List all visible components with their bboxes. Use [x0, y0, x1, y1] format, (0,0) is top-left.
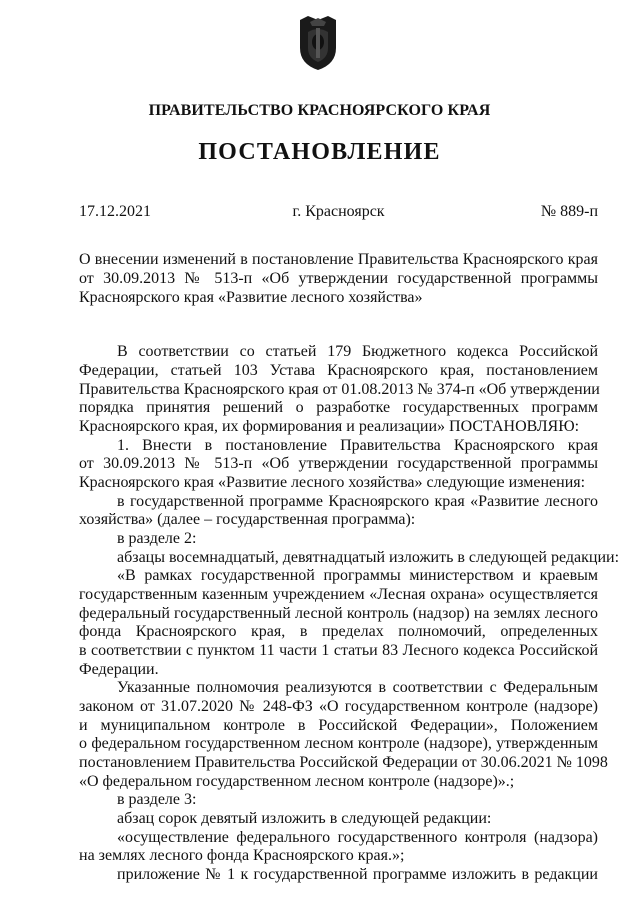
body-line: в разделе 2:	[117, 530, 197, 547]
body-line: В соответствии со статьей 179 Бюджетного кодекса Российской	[117, 343, 598, 360]
document-city: г. Красноярск	[292, 203, 385, 220]
body-line: Федерации.	[79, 661, 159, 678]
body-line: федеральный государственный лесной контроль (надзор) на землях лесного	[79, 605, 598, 622]
body-line: хозяйства» (далее – государственная программа):	[79, 511, 416, 528]
body-line: на землях лесного фонда Красноярского края.»;	[79, 847, 405, 864]
coat-of-arms-icon	[296, 14, 340, 72]
body-line: Федерации, статьей 103 Устава Красноярского края, постановлением	[79, 362, 598, 379]
body-line: порядка принятия решений о разработке государственных программ	[79, 399, 598, 416]
body-line: «О федеральном государственном лесном контроле (надзоре)».;	[79, 773, 515, 790]
body-line: «осуществление федерального государственного контроля (надзора)	[117, 829, 598, 846]
document-date: 17.12.2021	[79, 203, 151, 220]
body-line: приложение № 1 к государственной программе изложить в редакции	[117, 866, 598, 883]
body-line: «В рамках государственной программы министерством и краевым	[117, 567, 598, 584]
body-line: в соответствии с пунктом 11 части 1 статьи 83 Лесного кодекса Российской	[79, 642, 598, 659]
document-number: № 889-п	[540, 203, 598, 220]
body-line: Указанные полномочия реализуются в соответствии с Федеральным	[117, 679, 598, 696]
subject-line: от 30.09.2013 № 513-п «Об утверждении государственной программы	[79, 270, 598, 287]
body-line: 1. Внести в постановление Правительства Красноярского края	[117, 437, 598, 454]
body-line: от 30.09.2013 № 513-п «Об утверждении государственной программы	[79, 455, 598, 472]
body-line: в государственной программе Красноярского края «Развитие лесного	[117, 493, 598, 510]
subject-line: О внесении изменений в постановление Правительства Красноярского края	[79, 251, 598, 268]
body-line: в разделе 3:	[117, 791, 197, 808]
document-type-title: ПОСТАНОВЛЕНИЕ	[198, 139, 441, 165]
body-line: и муниципальном контроле в Российской Федерации», Положением	[79, 717, 598, 734]
body-line: абзацы восемнадцатый, девятнадцатый изложить в следующей редакции:	[117, 549, 620, 566]
subject-line: Красноярского края «Развитие лесного хозяйства»	[79, 289, 423, 306]
body-line: Красноярского края «Развитие лесного хозяйства» следующие изменения:	[79, 474, 586, 491]
document-meta	[79, 203, 598, 223]
body-line: фонда Красноярского края, в пределах полномочий, определенных	[79, 623, 598, 640]
body-line: Правительства Красноярского края от 01.08.2013 № 374-п «Об утверждении	[79, 381, 600, 398]
body-line: государственным казенным учреждением «Лесная охрана» осуществляется	[79, 586, 598, 603]
organization-name: ПРАВИТЕЛЬСТВО КРАСНОЯРСКОГО КРАЯ	[148, 102, 491, 119]
body-line: о федеральном государственном лесном контроле (надзоре), утвержденным	[79, 735, 598, 752]
body-line: законом от 31.07.2020 № 248-ФЗ «О государственном контроле (надзоре)	[79, 698, 598, 715]
body-line: Красноярского края, их формирования и реализации» ПОСТАНОВЛЯЮ:	[79, 418, 580, 435]
body-line: постановлением Правительства Российской Федерации от 30.06.2021 № 1098	[79, 754, 608, 771]
body-line: абзац сорок девятый изложить в следующей редакции:	[117, 810, 492, 827]
